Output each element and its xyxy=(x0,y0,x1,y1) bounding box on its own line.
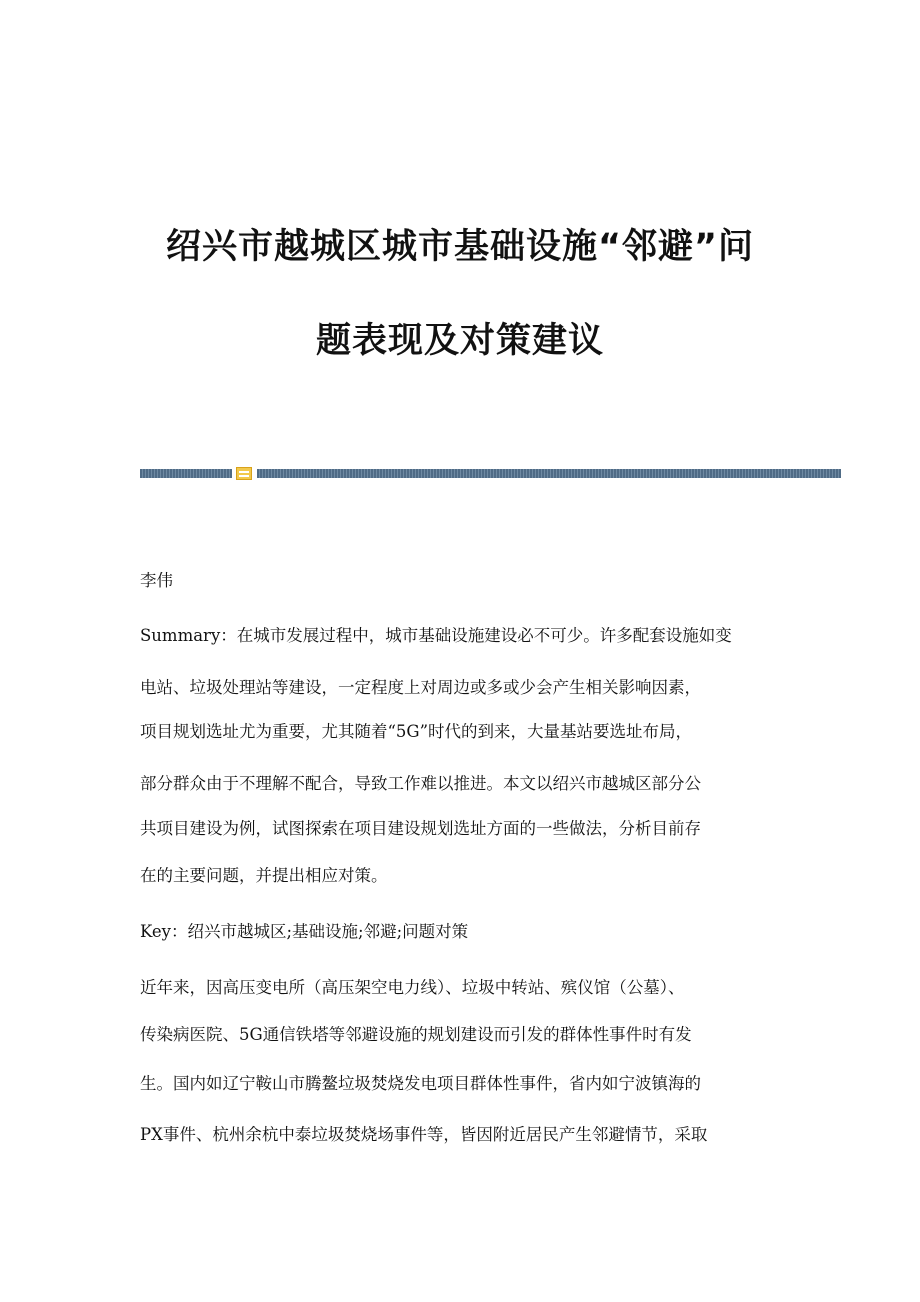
author-name: 李伟 xyxy=(140,571,173,590)
title-divider-right xyxy=(257,469,841,478)
summary-line: 共项目建设为例，试图探索在项目建设规划选址方面的一些做法，分析目前存 xyxy=(140,819,701,838)
body-line: 生。国内如辽宁鞍山市腾鳌垃圾焚烧发电项目群体性事件，省内如宁波镇海的 xyxy=(140,1074,701,1093)
divider-ornament-icon xyxy=(236,467,252,480)
summary-line: 项目规划选址尤为重要，尤其随着“5G”时代的到来，大量基站要选址布局， xyxy=(140,722,693,741)
document-title-line-2: 题表现及对策建议 xyxy=(315,321,604,361)
keywords-line: Key：绍兴市越城区;基础设施;邻避;问题对策 xyxy=(140,922,469,941)
summary-line: 在的主要问题，并提出相应对策。 xyxy=(140,866,388,885)
body-line: 传染病医院、5G通信铁塔等邻避设施的规划建设而引发的群体性事件时有发 xyxy=(140,1025,692,1044)
document-title-line-1: 绍兴市越城区城市基础设施“邻避”问 xyxy=(165,227,754,267)
summary-line: 部分群众由于不理解不配合，导致工作难以推进。本文以绍兴市越城区部分公 xyxy=(140,774,701,793)
title-divider-left xyxy=(140,469,232,478)
summary-line: Summary：在城市发展过程中，城市基础设施建设必不可少。许多配套设施如变 xyxy=(140,626,732,645)
body-line: PX事件、杭州余杭中泰垃圾焚烧场事件等，皆因附近居民产生邻避情节，采取 xyxy=(140,1125,708,1144)
body-line: 近年来，因高压变电所（高压架空电力线）、垃圾中转站、殡仪馆（公墓）、 xyxy=(140,978,685,997)
summary-line: 电站、垃圾处理站等建设，一定程度上对周边或多或少会产生相关影响因素， xyxy=(140,678,701,697)
